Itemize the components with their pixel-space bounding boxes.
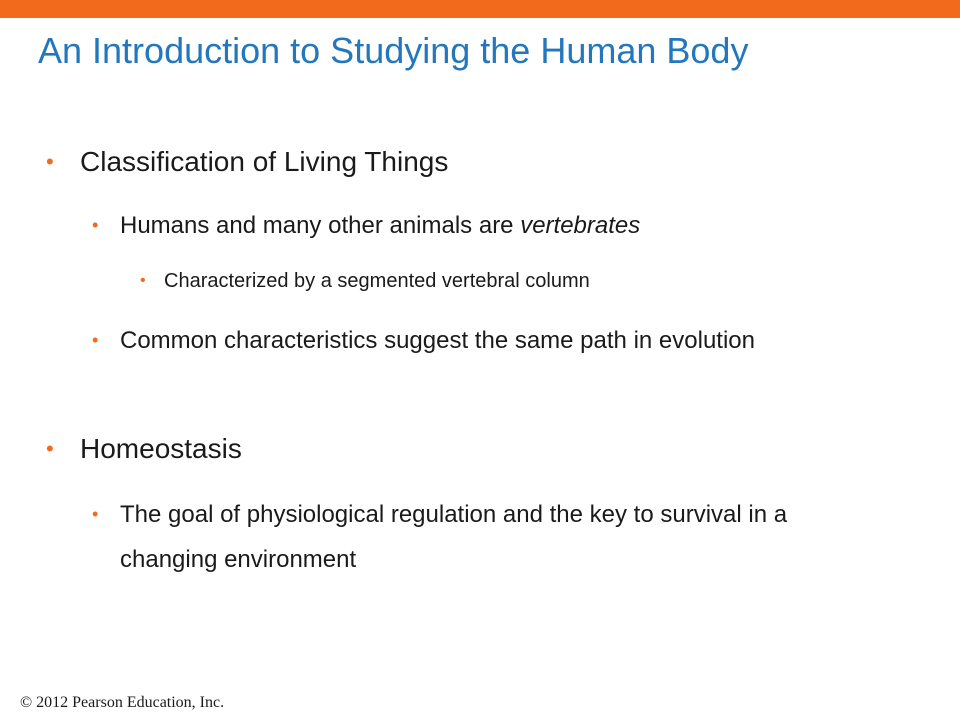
- top-accent-bar: [0, 0, 960, 18]
- bullet-text: Characterized by a segmented vertebral column: [164, 270, 590, 292]
- bullet-item-common-characteristics: [92, 318, 840, 363]
- bullet-item-homeostasis: [46, 429, 242, 469]
- bullet-text-line: [120, 203, 840, 248]
- bullet-item-vertebral-column: [140, 266, 590, 296]
- bullet-text: Homeostasis: [80, 433, 242, 464]
- bullet-text: The goal of physiological regulation and the key to survival in a changing environment: [120, 501, 788, 573]
- bullet-text: Classification of Living Things: [80, 146, 449, 177]
- bullet-item-vertebrates: [92, 203, 840, 248]
- slide-title: An Introduction to Studying the Human Body: [38, 30, 749, 71]
- bullet-item-goal-regulation: [92, 492, 840, 582]
- copyright-footer: © 2012 Pearson Education, Inc.: [20, 694, 225, 711]
- bullet-item-classification: [46, 142, 449, 182]
- bullet-icon: •: [46, 436, 54, 461]
- bullet-icon: •: [92, 215, 99, 235]
- bullet-icon: •: [92, 330, 99, 350]
- emphasis-term: vertebrates: [520, 212, 641, 239]
- bullet-icon: •: [140, 272, 146, 289]
- bullet-text: Common characteristics suggest the same path in evolution: [120, 327, 755, 354]
- bullet-icon: •: [92, 504, 99, 524]
- bullet-icon: •: [46, 149, 54, 174]
- bullet-text: Humans and many other animals are: [120, 212, 521, 239]
